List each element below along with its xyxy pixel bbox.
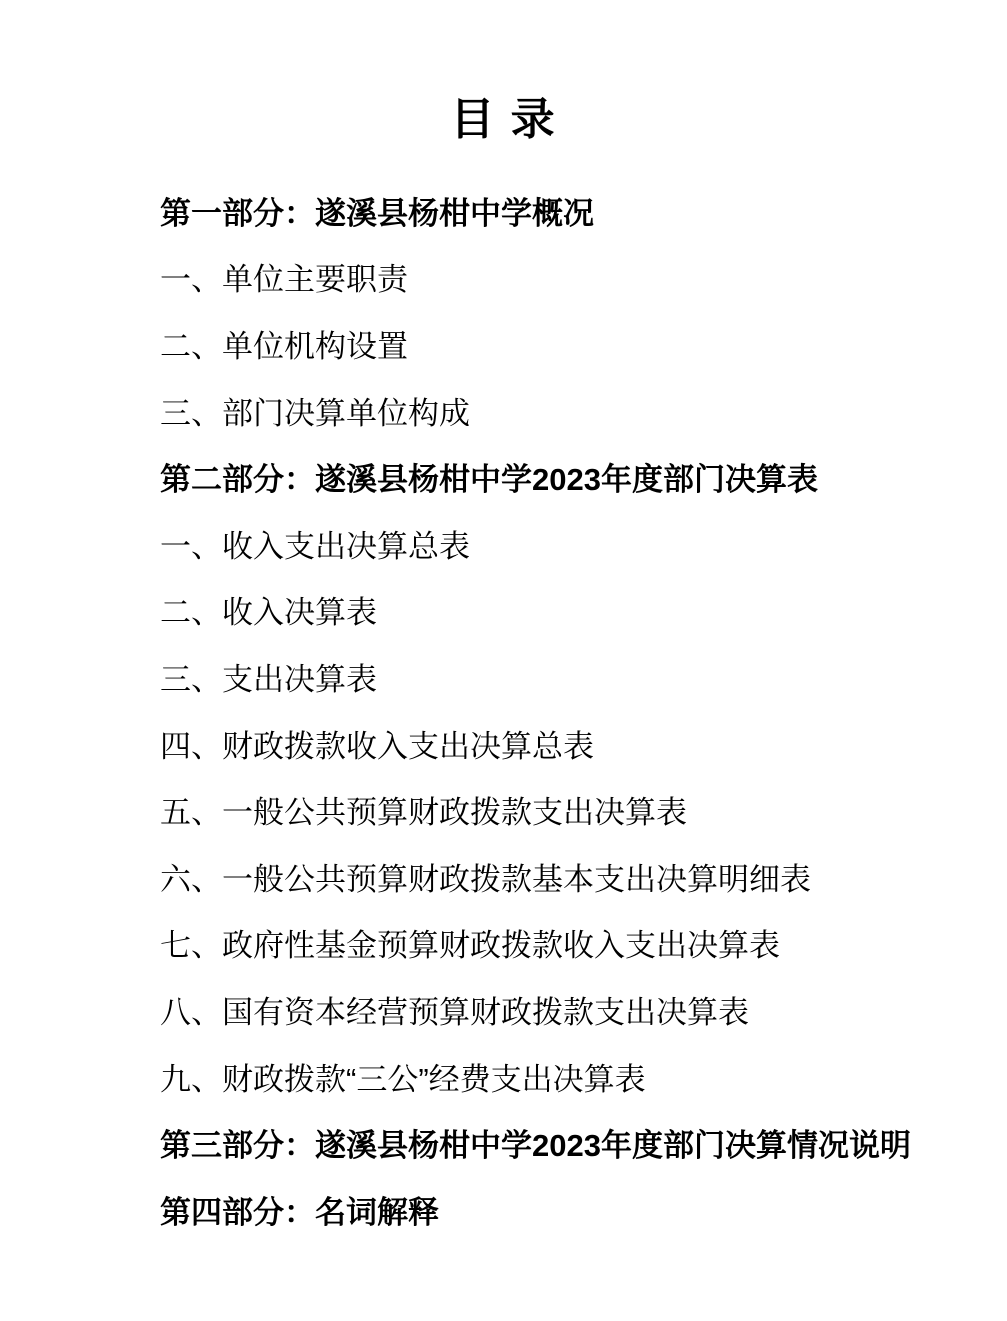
- toc-entry-text: 二、收入决算表: [160, 595, 377, 631]
- toc-entry: [160, 1043, 947, 1110]
- toc-entry: [160, 443, 947, 510]
- toc-entry-text: 第三部分：遂溪县杨柑中学2023年度部门决算情况说明: [160, 1128, 911, 1164]
- toc-entry-text: 第二部分：遂溪县杨柑中学2023年度部门决算表: [160, 462, 818, 498]
- toc-entry-text: 四、财政拨款收入支出决算总表: [160, 728, 594, 764]
- page-title: 目 录: [450, 95, 557, 144]
- toc-entry: [160, 976, 947, 1043]
- toc-entry-text: 二、单位机构设置: [160, 328, 408, 364]
- toc-entry: [160, 310, 947, 377]
- toc-entry: [160, 843, 947, 910]
- toc-entry-text: 三、部门决算单位构成: [160, 395, 470, 431]
- toc-entry-text: 八、国有资本经营预算财政拨款支出决算表: [160, 994, 749, 1030]
- toc-entry: [160, 643, 947, 710]
- toc-entry-text: 第一部分：遂溪县杨柑中学概况: [160, 195, 594, 231]
- toc-entry: [160, 510, 947, 577]
- toc-entry-text: 五、一般公共预算财政拨款支出决算表: [160, 795, 687, 831]
- toc-entry: [160, 244, 947, 311]
- toc-entry: [160, 1176, 947, 1243]
- toc-entry-text: 七、政府性基金预算财政拨款收入支出决算表: [160, 928, 780, 964]
- toc-entry: [160, 577, 947, 644]
- toc-entry-text: 第四部分：名词解释: [160, 1194, 439, 1230]
- table-of-contents: [0, 177, 1007, 1243]
- toc-entry-text: 一、单位主要职责: [160, 262, 408, 298]
- toc-entry-text: 九、财政拨款“三公”经费支出决算表: [160, 1061, 646, 1097]
- toc-entry-text: 六、一般公共预算财政拨款基本支出决算明细表: [160, 861, 811, 897]
- toc-entry: [160, 177, 947, 244]
- toc-entry: [160, 377, 947, 444]
- toc-entry-text: 三、支出决算表: [160, 661, 377, 697]
- toc-entry: [160, 776, 947, 843]
- toc-entry-text: 一、收入支出决算总表: [160, 528, 470, 564]
- toc-entry: [160, 710, 947, 777]
- toc-entry: [160, 1109, 947, 1176]
- toc-entry: [160, 910, 947, 977]
